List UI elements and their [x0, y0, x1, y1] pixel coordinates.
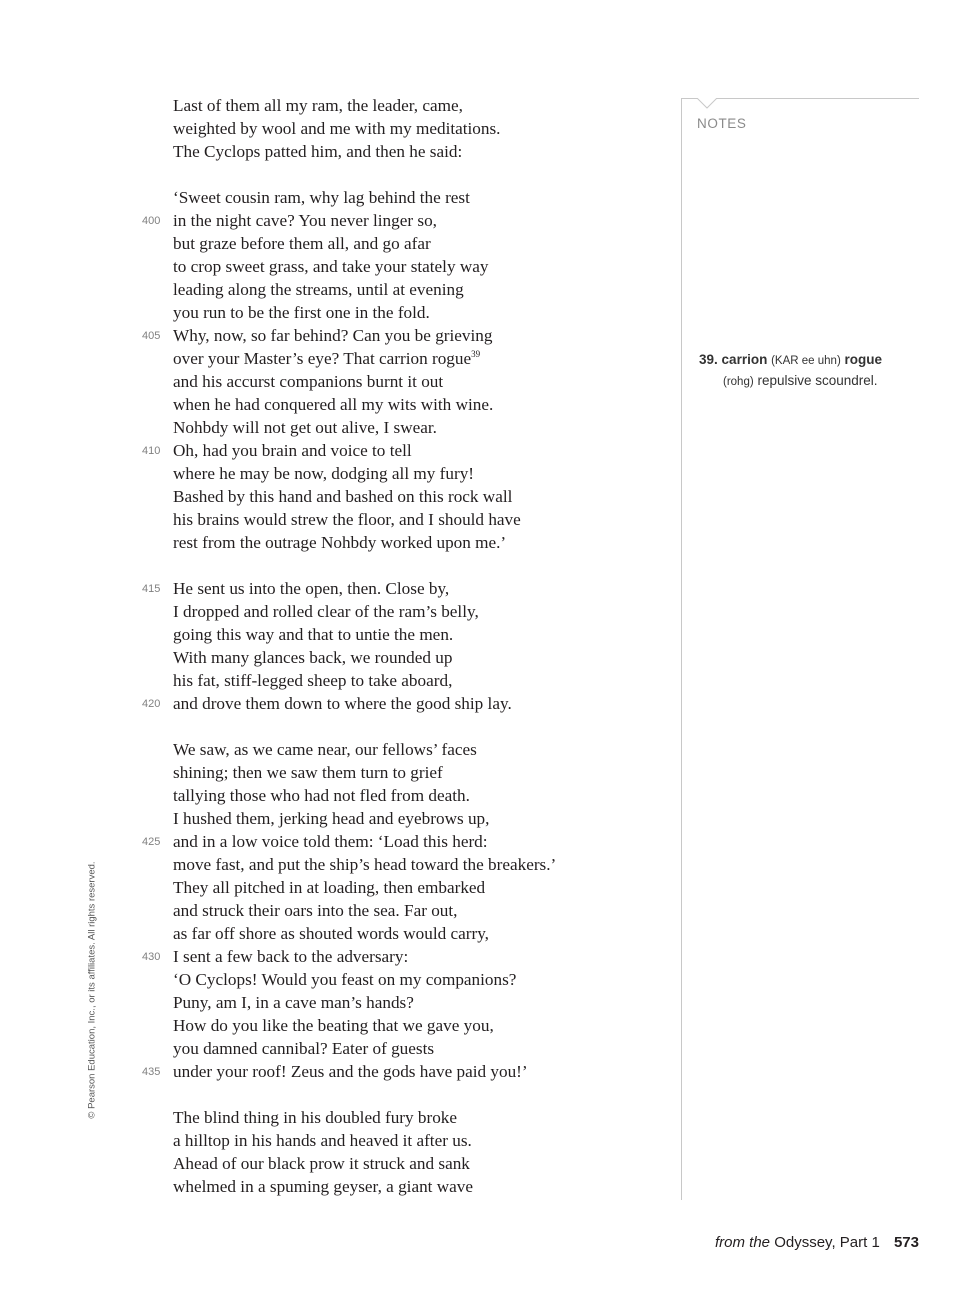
footnote-pronunciation-rogue: (rohg)	[723, 376, 754, 388]
line-text: whelmed in a spuming geyser, a giant wave	[173, 1177, 474, 1196]
poem-line	[173, 508, 556, 531]
poem-line	[173, 991, 556, 1014]
poem-line	[173, 876, 556, 899]
poem-line	[173, 1014, 556, 1037]
poem-line	[142, 830, 556, 853]
line-number: 430	[142, 951, 161, 963]
line-text: Why, now, so far behind? Can you be grieving	[173, 326, 493, 345]
line-text: shining; then we saw them turn to grief	[173, 763, 443, 782]
footnote-number: 39.	[699, 352, 718, 367]
line-text: his brains would strew the floor, and I should have	[173, 510, 521, 529]
poem-line	[173, 922, 556, 945]
footer-prefix: from the	[715, 1234, 771, 1251]
line-text: The blind thing in his doubled fury broke	[173, 1108, 458, 1127]
poem-line	[173, 255, 556, 278]
line-text: ‘O Cyclops! Would you feast on my companions?	[173, 970, 517, 989]
poem-line	[173, 1175, 556, 1198]
line-number: 435	[142, 1066, 161, 1078]
line-text: you damned cannibal? Eater of guests	[173, 1039, 435, 1058]
footnote-pronunciation-carrion: (KAR ee uhn)	[771, 355, 841, 367]
line-text: you run to be the first one in the fold.	[173, 303, 430, 322]
line-text: I hushed them, jerking head and eyebrows up,	[173, 809, 490, 828]
poem-line	[173, 1106, 556, 1129]
line-text: to crop sweet grass, and take your stately way	[173, 257, 489, 276]
poem-line	[173, 669, 556, 692]
line-number: 405	[142, 330, 161, 342]
line-text: weighted by wool and me with my meditations.	[173, 119, 501, 138]
line-text: Nohbdy will not get out alive, I swear.	[173, 418, 437, 437]
line-text: his fat, stiff-legged sheep to take aboard,	[173, 671, 453, 690]
line-text: and struck their oars into the sea. Far out,	[173, 901, 458, 920]
poem-line	[173, 531, 556, 554]
line-text: Oh, had you brain and voice to tell	[173, 441, 412, 460]
line-text: He sent us into the open, then. Close by,	[173, 579, 450, 598]
line-text: Bashed by this hand and bashed on this rock wall	[173, 487, 513, 506]
stanza	[173, 1106, 556, 1198]
line-text: in the night cave? You never linger so,	[173, 211, 437, 230]
poem-line	[142, 692, 556, 715]
poem-line	[173, 301, 556, 324]
poem-text	[142, 94, 557, 1198]
poem-line	[173, 738, 556, 761]
notes-label: NOTES	[697, 116, 747, 131]
poem-line	[142, 324, 556, 347]
line-text: Puny, am I, in a cave man’s hands?	[173, 993, 414, 1012]
poem-line	[173, 393, 556, 416]
poem-line	[173, 761, 556, 784]
page-number: 573	[893, 1234, 919, 1251]
poem-line	[173, 1129, 556, 1152]
footer-title: Odyssey, Part 1	[774, 1234, 880, 1251]
poem-line	[173, 784, 556, 807]
poem-line	[173, 232, 556, 255]
line-text: leading along the streams, until at evening	[173, 280, 464, 299]
poem-line	[173, 462, 556, 485]
poem-line	[173, 899, 556, 922]
line-text: where he may be now, dodging all my fury!	[173, 464, 475, 483]
line-text: Ahead of our black prow it struck and sank	[173, 1154, 470, 1173]
poem-line	[173, 370, 556, 393]
poem-line	[173, 485, 556, 508]
line-text: The Cyclops patted him, and then he said:	[173, 142, 463, 161]
poem-line	[173, 1037, 556, 1060]
line-text: They all pitched in at loading, then embarked	[173, 878, 486, 897]
line-text: ‘Sweet cousin ram, why lag behind the rest	[173, 188, 470, 207]
poem-line	[173, 278, 556, 301]
line-text: move fast, and put the ship’s head toward the breakers.’	[173, 855, 557, 874]
line-number: 410	[142, 445, 161, 457]
line-text: tallying those who had not fled from death.	[173, 786, 470, 805]
line-text: We saw, as we came near, our fellows’ faces	[173, 740, 477, 759]
poem-line	[173, 186, 556, 209]
poem-line	[173, 968, 556, 991]
line-text: How do you like the beating that we gave you,	[173, 1016, 494, 1035]
line-text: over your Master’s eye? That carrion rogue	[173, 349, 472, 368]
footnote-39	[699, 350, 919, 392]
notes-notch-icon	[697, 98, 717, 110]
poem-line	[142, 1060, 556, 1083]
footnote-definition: repulsive scoundrel.	[757, 373, 878, 388]
line-text: when he had conquered all my wits with wine.	[173, 395, 494, 414]
line-text: going this way and that to untie the men.	[173, 625, 454, 644]
poem-line	[173, 117, 556, 140]
line-number: 415	[142, 583, 161, 595]
copyright-notice: © Pearson Education, Inc., or its affiliates. All rights reserved.	[86, 861, 98, 1119]
poem-line	[173, 94, 556, 117]
stanza	[173, 94, 556, 163]
poem-line	[173, 646, 556, 669]
poem-line	[173, 807, 556, 830]
footnote-reference[interactable]: 39	[471, 349, 481, 359]
poem-line	[173, 347, 556, 370]
line-number: 425	[142, 836, 161, 848]
poem-line	[142, 945, 556, 968]
poem-line	[173, 853, 556, 876]
line-text: and in a low voice told them: ‘Load this herd:	[173, 832, 488, 851]
stanza	[142, 577, 556, 715]
line-text: I dropped and rolled clear of the ram’s belly,	[173, 602, 479, 621]
line-number: 420	[142, 698, 161, 710]
poem-line	[173, 623, 556, 646]
line-text: I sent a few back to the adversary:	[173, 947, 409, 966]
stanza	[142, 738, 557, 1083]
line-number: 400	[142, 215, 161, 227]
page-footer	[715, 1234, 919, 1251]
line-text: a hilltop in his hands and heaved it after us.	[173, 1131, 472, 1150]
stanza	[142, 186, 556, 554]
line-text: but graze before them all, and go afar	[173, 234, 431, 253]
poem-line	[173, 140, 556, 163]
line-text: under your roof! Zeus and the gods have paid you!’	[173, 1062, 528, 1081]
poem-line	[173, 600, 556, 623]
line-text: rest from the outrage Nohbdy worked upon me.’	[173, 533, 507, 552]
footnote-term-carrion: carrion	[721, 352, 768, 367]
line-text: and drove them down to where the good ship lay.	[173, 694, 512, 713]
poem-line	[173, 416, 556, 439]
line-text: Last of them all my ram, the leader, came,	[173, 96, 463, 115]
poem-line	[142, 577, 556, 600]
notes-divider-vertical	[681, 98, 682, 1200]
line-text: With many glances back, we rounded up	[173, 648, 453, 667]
footnote-line-1	[699, 350, 919, 371]
poem-line	[173, 1152, 556, 1175]
poem-line	[142, 439, 556, 462]
line-text: as far off shore as shouted words would carry,	[173, 924, 489, 943]
poem-line	[142, 209, 556, 232]
footnote-line-2	[699, 371, 919, 392]
line-text: and his accurst companions burnt it out	[173, 372, 444, 391]
footnote-term-rogue: rogue	[844, 352, 883, 367]
